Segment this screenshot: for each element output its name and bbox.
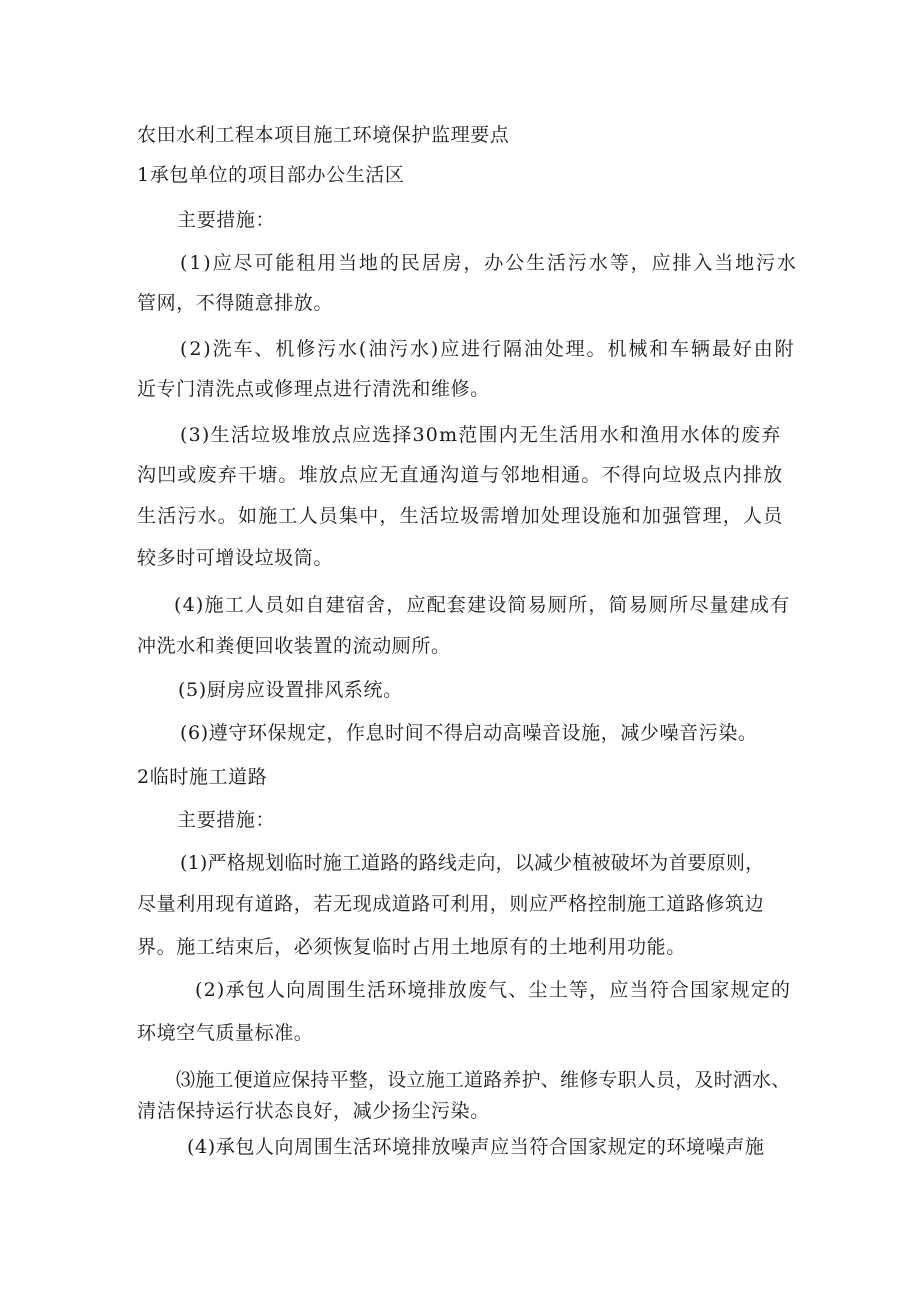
s2-item-1-line-3: 界。施工结束后，必须恢复临时占用土地原有的土地利用功能。 bbox=[137, 936, 686, 958]
s1-item-3-line-2: 沟凹或废弃干塘。堆放点应无直通沟道与邻地相通。不得向垃圾点内排放 bbox=[137, 464, 784, 486]
s1-item-2-line-1: (2)洗车、机修污水(油污水)应进行隔油处理。机械和车辆最好由附 bbox=[180, 338, 796, 360]
s1-item-1-line-2: 管网，不得随意排放。 bbox=[137, 292, 334, 314]
section-1-heading: 1承包单位的项目部办公生活区 bbox=[137, 164, 405, 186]
s2-item-1-line-1: (1)严格规划临时施工道路的路线走向，以减少植被破坏为首要原则， bbox=[180, 852, 765, 874]
s2-item-3-line-1: ⑶施工便道应保持平整，设立施工道路养护、维修专职人员，及时洒水、 bbox=[176, 1069, 791, 1091]
s2-item-4-line-1: (4)承包人向周围生活环境排放噪声应当符合国家规定的环境噪声施 bbox=[187, 1136, 765, 1158]
s1-item-5-line-1: (5)厨房应设置排风系统。 bbox=[178, 679, 403, 701]
section-1-measures-label: 主要措施： bbox=[177, 209, 276, 231]
document-title: 农田水利工程本项目施工环境保护监理要点 bbox=[137, 124, 510, 146]
s2-item-2-line-1: (2)承包人向周围生活环境排放废气、尘土等，应当符合国家规定的 bbox=[195, 979, 792, 1001]
s1-item-2-line-2: 近专门清洗点或修理点进行清洗和维修。 bbox=[137, 378, 490, 400]
section-2-heading: 2临时施工道路 bbox=[137, 766, 268, 788]
s2-item-2-line-2: 环境空气质量标准。 bbox=[137, 1022, 314, 1044]
s1-item-4-line-2: 冲洗水和粪便回收装置的流动厕所。 bbox=[137, 635, 451, 657]
s1-item-4-line-1: (4)施工人员如自建宿舍，应配套建设简易厕所，简易厕所尽量建成有 bbox=[174, 594, 791, 616]
s1-item-1-line-1: (1)应尽可能租用当地的民居房，办公生活污水等，应排入当地污水 bbox=[180, 252, 798, 274]
section-2-measures-label: 主要措施： bbox=[177, 809, 276, 831]
s1-item-3-line-1: (3)生活垃圾堆放点应选择30m范围内无生活用水和渔用水体的废弃 bbox=[180, 424, 782, 446]
s2-item-1-line-2: 尽量利用现有道路，若无现成道路可利用，则应严格控制施工道路修筑边 bbox=[137, 893, 765, 915]
s1-item-3-line-3: 生活污水。如施工人员集中，生活垃圾需增加处理设施和加强管理，人员 bbox=[137, 505, 784, 527]
s1-item-6-line-1: (6)遵守环保规定，作息时间不得启动高噪音设施，减少噪音污染。 bbox=[180, 722, 758, 744]
s2-item-3-line-2: 清洁保持运行状态良好，减少扬尘污染。 bbox=[137, 1100, 490, 1122]
s1-item-3-line-4: 较多时可增设垃圾筒。 bbox=[137, 547, 334, 569]
